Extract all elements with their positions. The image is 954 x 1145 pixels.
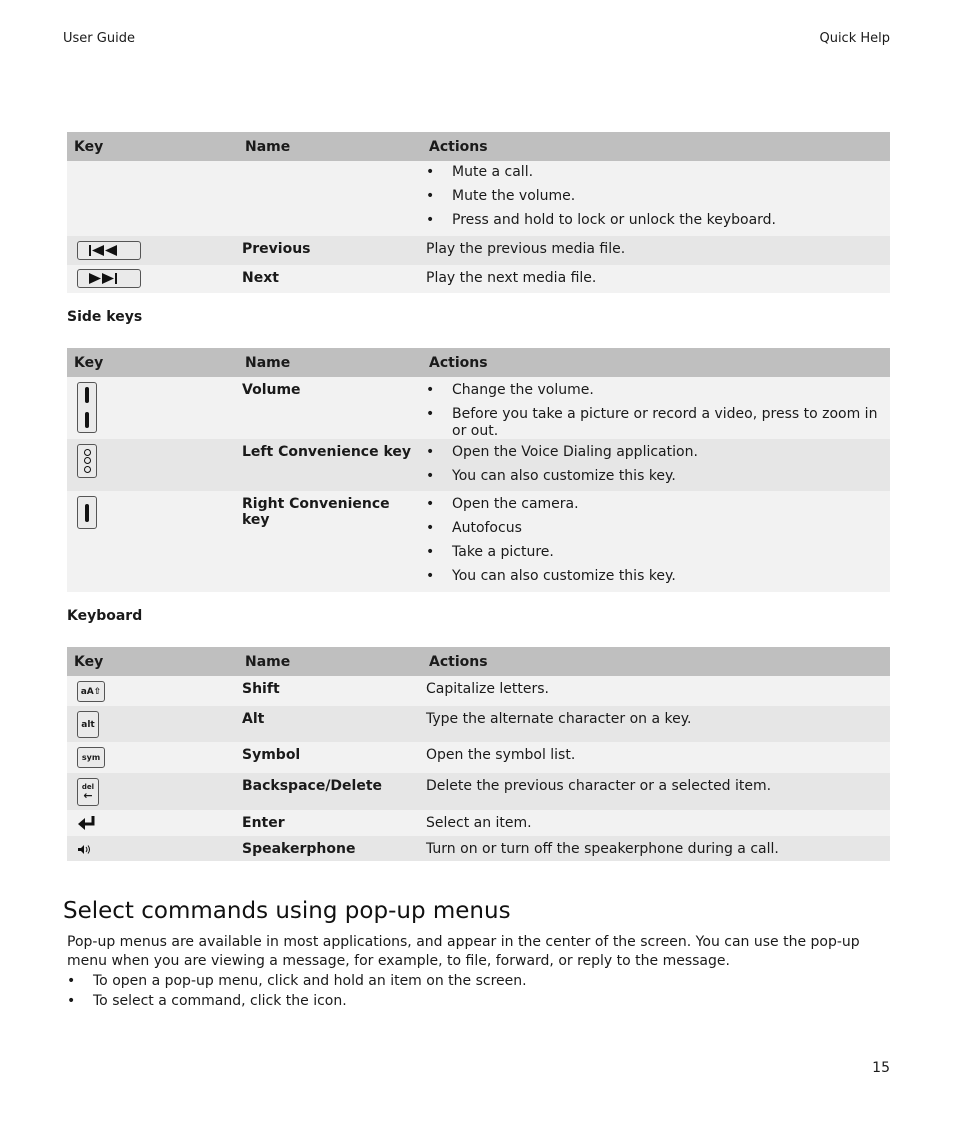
key-name: Previous <box>242 241 311 257</box>
table-row <box>67 491 890 592</box>
action-item: • Before you take a picture or record a video, press to zoom in or out. <box>415 406 890 430</box>
keyboard-table <box>67 647 890 861</box>
table-row <box>67 377 890 439</box>
table-header-row <box>67 348 890 377</box>
column-header-name: Name <box>245 354 291 371</box>
previous-key-icon <box>77 241 141 260</box>
action-item: • Change the volume. <box>415 382 890 406</box>
media-keys-table <box>67 132 890 293</box>
table-row <box>67 439 890 491</box>
column-header-key: Key <box>74 354 104 371</box>
enter-key-icon <box>77 814 97 835</box>
header-doc-title: User Guide <box>63 31 135 46</box>
speakerphone-key-icon <box>77 843 91 859</box>
key-name: Shift <box>242 681 280 697</box>
page-number: 15 <box>872 1060 890 1076</box>
action-item: • You can also customize this key. <box>415 468 890 492</box>
key-action: Play the previous media file. <box>426 241 626 257</box>
table-row <box>67 810 890 836</box>
header-section-title: Quick Help <box>819 31 890 46</box>
key-action: Play the next media file. <box>426 270 597 286</box>
list-item: • To open a pop-up menu, click and hold an item on the screen. <box>67 972 890 992</box>
table-row <box>67 265 890 293</box>
list-item: • To select a command, click the icon. <box>67 992 890 1012</box>
key-action: Turn on or turn off the speakerphone during a call. <box>426 841 779 857</box>
key-name: Volume <box>242 382 301 398</box>
right-convenience-key-icon <box>77 496 97 529</box>
key-name: Alt <box>242 711 265 727</box>
action-item: • Take a picture. <box>415 544 890 568</box>
next-key-icon <box>77 269 141 288</box>
table-row <box>67 676 890 706</box>
key-action: Type the alternate character on a key. <box>426 711 692 727</box>
left-convenience-key-icon <box>77 444 97 478</box>
table-row <box>67 236 890 265</box>
instruction-list <box>67 972 890 1012</box>
shift-key-icon: aA⇧ <box>77 681 105 702</box>
key-name: Left Convenience key <box>242 444 412 460</box>
section-heading-side-keys: Side keys <box>67 309 143 325</box>
action-item: • Autofocus <box>415 520 890 544</box>
alt-key-icon: alt <box>77 711 99 738</box>
key-name: Symbol <box>242 747 301 763</box>
key-action: Open the symbol list. <box>426 747 576 763</box>
key-action: Delete the previous character or a selected item. <box>426 778 772 794</box>
table-row <box>67 742 890 773</box>
backspace-key-icon: del ← <box>77 778 99 806</box>
action-item: • Open the Voice Dialing application. <box>415 444 890 468</box>
table-row <box>67 161 890 236</box>
action-item: • Open the camera. <box>415 496 890 520</box>
column-header-actions: Actions <box>429 138 488 155</box>
table-row <box>67 836 890 861</box>
key-name: Speakerphone <box>242 841 356 857</box>
column-header-actions: Actions <box>429 354 488 371</box>
volume-key-icon <box>77 382 97 433</box>
key-name: Backspace/Delete <box>242 778 383 794</box>
column-header-actions: Actions <box>429 653 488 670</box>
table-header-row <box>67 132 890 161</box>
key-name: Next <box>242 270 279 286</box>
section-title: Select commands using pop-up menus <box>63 898 511 924</box>
key-name: Enter <box>242 815 285 831</box>
key-action: Select an item. <box>426 815 532 831</box>
key-action: Capitalize letters. <box>426 681 549 697</box>
action-item: • You can also customize this key. <box>415 568 890 592</box>
table-header-row <box>67 647 890 676</box>
action-item: • Press and hold to lock or unlock the keyboard. <box>415 212 890 236</box>
key-name: Right Convenience key <box>242 496 390 528</box>
intro-paragraph: Pop-up menus are available in most applications, and appear in the center of the screen. You can use the pop-up menu when you are viewing a message, for example, to file, forward, or reply to the message. <box>67 934 860 969</box>
column-header-name: Name <box>245 138 291 155</box>
column-header-key: Key <box>74 138 104 155</box>
side-keys-table <box>67 348 890 592</box>
section-heading-keyboard: Keyboard <box>67 608 143 624</box>
column-header-key: Key <box>74 653 104 670</box>
action-item: • Mute the volume. <box>415 188 890 212</box>
action-item: • Mute a call. <box>415 164 890 188</box>
column-header-name: Name <box>245 653 291 670</box>
table-row <box>67 706 890 742</box>
symbol-key-icon: sym <box>77 747 105 768</box>
table-row <box>67 773 890 810</box>
